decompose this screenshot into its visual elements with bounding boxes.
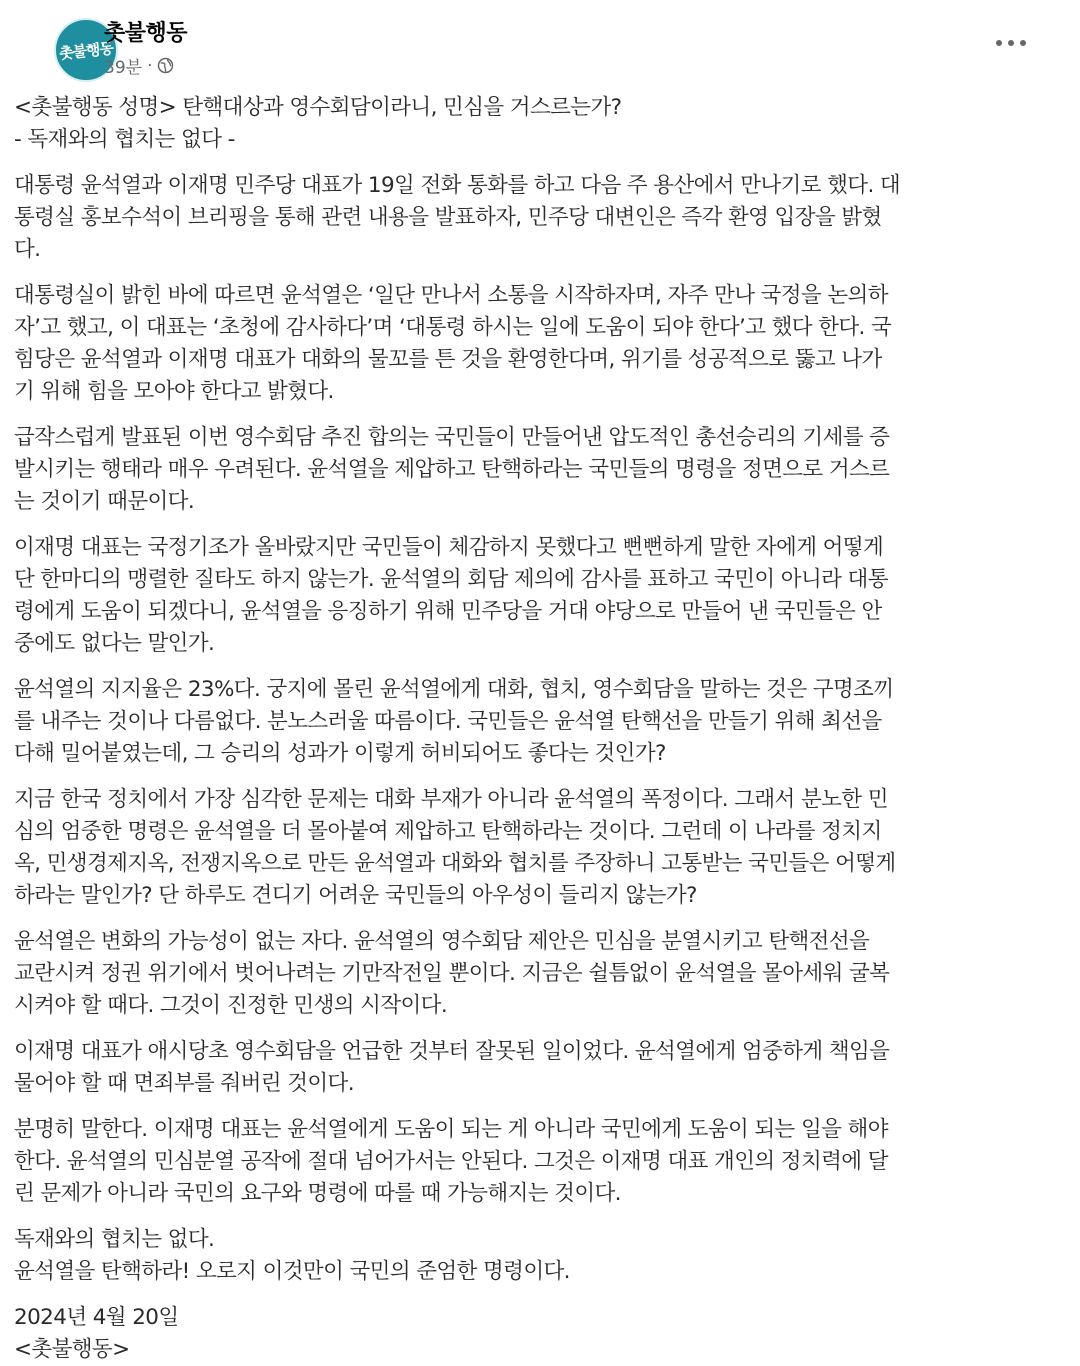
statement-footer	[14, 1302, 1054, 1366]
statement-heading	[14, 92, 1054, 156]
more-dot	[1008, 40, 1014, 46]
post-header	[14, 0, 1066, 90]
statement-signature: <촛불행동>	[14, 1337, 130, 1362]
paragraph-6: 지금 한국 정치에서 가장 심각한 문제는 대화 부재가 아니라 윤석열의 폭정이다. 그래서 분노한 민 심의 엄중한 명령은 윤석열을 더 몰아붙여 제압하고 탄핵하라는 것이다. 그런데 이 나라를 정치지 옥, 민생경제지옥, 전쟁지옥으로 만든 윤석열과 대화와 협치를 주장하니 고통받는 국민들은 어떻게 하라는 말인가? 단 하루도 견디기 어려운 국민들의 아우성이 들리지 않는가?	[14, 787, 896, 908]
closing-line-1: 독재와의 협치는 없다.	[14, 1227, 215, 1252]
statement-title: <촛불행동 성명> 탄핵대상과 영수회담이라니, 민심을 거스르는가?	[14, 95, 622, 120]
statement-date: 2024년 4월 20일	[14, 1305, 179, 1330]
more-dot	[1020, 40, 1026, 46]
paragraph-3: 급작스럽게 발표된 이번 영수회담 추진 합의는 국민들이 만들어낸 압도적인 총선승리의 기세를 증 발시키는 행태라 매우 우려된다. 윤석열을 제압하고 탄핵하라는 국민들의 명령을 정면으로 거스르 는 것이기 때문이다.	[14, 425, 890, 514]
meta-separator: ·	[147, 55, 153, 76]
post-body	[14, 92, 1054, 1366]
paragraph-1: 대통령 윤석열과 이재명 민주당 대표가 19일 전화 통화를 하고 다음 주 용산에서 만나기로 했다. 대 통령실 홍보수석이 브리핑을 통해 관련 내용을 발표하자, 민주당 대변인은 즉각 환영 입장을 밝혔 다.	[14, 173, 901, 262]
paragraph-2: 대통령실이 밝힌 바에 따르면 윤석열은 ‘일단 만나서 소통을 시작하자며, 자주 만나 국정을 논의하 자’고 했고, 이 대표는 ‘초청에 감사하다’며 ‘대통령 하시는 일에 도움이 되야 한다’고 했다 한다. 국 힘당은 윤석열과 이재명 대표가 대화의 물꼬를 튼 것을 환영한다며, 위기를 성공적으로 뚫고 나가 기 위해 힘을 모아야 한다고 밝혔다.	[14, 283, 892, 404]
post-meta	[104, 53, 174, 78]
paragraph-8: 이재명 대표가 애시당초 영수회담을 언급한 것부터 잘못된 일이었다. 윤석열에게 엄중하게 책임을 물어야 할 때 면죄부를 줘버린 것이다.	[14, 1039, 890, 1096]
paragraph-5: 윤석열의 지지율은 23%다. 궁지에 몰린 윤석열에게 대화, 협치, 영수회담을 말하는 것은 구명조끼 를 내주는 것이나 다름없다. 분노스러울 따름이다. 국민들은 윤석열 탄핵선을 만들기 위해 최선을 다해 밀어붙였는데, 그 승리의 성과가 이렇게 허비되어도 좋다는 것인가?	[14, 677, 894, 766]
author-name[interactable]: 촛불행동	[104, 21, 188, 46]
closing-line-2: 윤석열을 탄핵하라! 오로지 이것만이 국민의 준엄한 명령이다.	[14, 1259, 570, 1284]
more-dot	[996, 40, 1002, 46]
paragraph-4: 이재명 대표는 국정기조가 올바랐지만 국민들이 체감하지 못했다고 뻔뻔하게 말한 자에게 어떻게 단 한마디의 맹렬한 질타도 하지 않는가. 윤석열의 회담 제의에 감사를 표하고 국민이 아니라 대통 령에게 도움이 되겠다니, 윤석열을 응징하기 위해 민주당을 거대 야당으로 만들어 낸 국민들은 안 중에도 없다는 말인가.	[14, 535, 888, 656]
more-horizontal-icon[interactable]	[996, 34, 1026, 52]
closing-block	[14, 1224, 1054, 1288]
paragraph-7: 윤석열은 변화의 가능성이 없는 자다. 윤석열의 영수회담 제안은 민심을 분열시키고 탄핵전선을 교란시켜 정권 위기에서 벗어나려는 기만작전일 뿐이다. 지금은 쉴틈없이 윤석열을 몰아세워 굴복 시켜야 할 때다. 그것이 진정한 민생의 시작이다.	[14, 929, 890, 1018]
globe-icon[interactable]	[157, 57, 174, 74]
post-time[interactable]: 39분	[104, 58, 143, 78]
statement-subtitle: - 독재와의 협치는 없다 -	[14, 127, 235, 152]
avatar-text: 촛불행동	[58, 38, 114, 63]
paragraph-9: 분명히 말한다. 이재명 대표는 윤석열에게 도움이 되는 게 아니라 국민에게 도움이 되는 일을 해야 한다. 윤석열의 민심분열 공작에 절대 넘어가서는 안된다. 그것은 이재명 대표 개인의 정치력에 달 린 문제가 아니라 국민의 요구와 명령에 따를 때 가능해지는 것이다.	[14, 1117, 888, 1206]
